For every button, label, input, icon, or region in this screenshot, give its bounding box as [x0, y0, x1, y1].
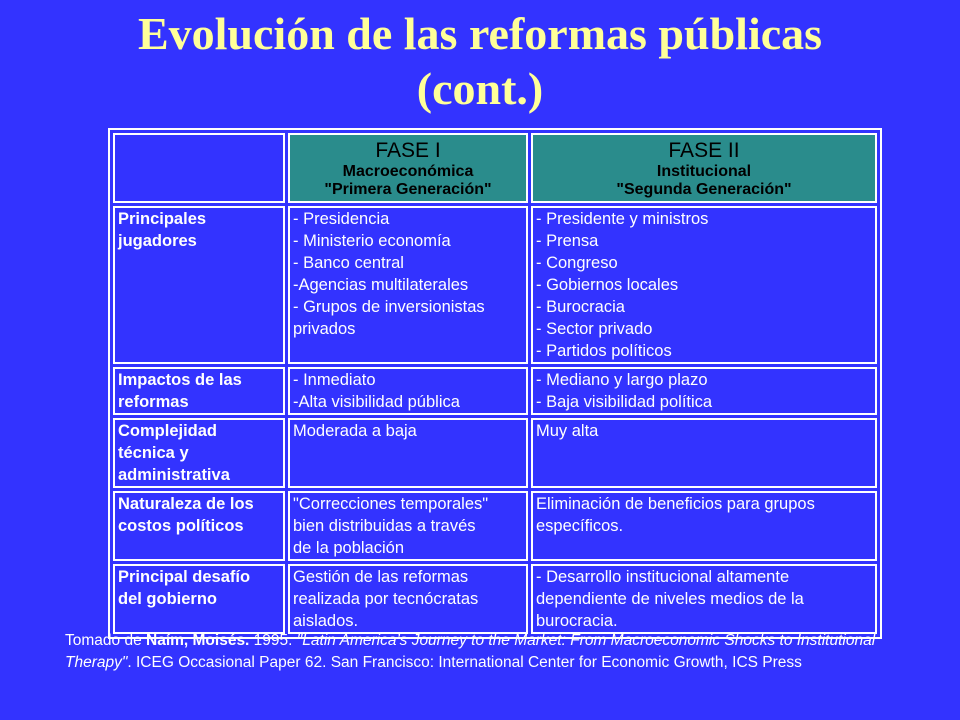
row-label-impacts: Impactos de las reformas — [113, 367, 285, 415]
table-row — [113, 206, 877, 364]
citation-author: Naím, Moisés. — [146, 632, 250, 649]
title-line-2: (cont.) — [416, 63, 544, 114]
row-label-challenge: Principal desafío del gobierno — [113, 564, 285, 634]
impacts-phase-1: - Inmediato -Alta visibilidad pública — [288, 367, 528, 415]
row-label-costs: Naturaleza de los costos políticos — [113, 491, 285, 561]
header-row — [113, 133, 877, 203]
challenge-phase-2: - Desarrollo institucional altamente dependiente de niveles medios de la burocracia. — [531, 564, 877, 634]
phase-1-generation: "Primera Generación" — [324, 181, 492, 198]
citation-year: 1995. — [249, 632, 297, 649]
table-row — [113, 491, 877, 561]
row-label-complexity: Complejidad técnica y administrativa — [113, 418, 285, 488]
header-phase-2 — [531, 133, 877, 203]
phase-2-title: FASE II — [668, 139, 740, 162]
header-corner-cell — [113, 133, 285, 203]
phase-1-subtitle: Macroeconómica — [342, 163, 474, 180]
table-row — [113, 564, 877, 634]
title-line-1: Evolución de las reformas públicas — [137, 8, 823, 59]
phase-1-title: FASE I — [375, 139, 441, 162]
costs-phase-2: Eliminación de beneficios para grupos específicos. — [531, 491, 877, 561]
phase-2-generation: "Segunda Generación" — [616, 181, 792, 198]
costs-phase-1: "Correcciones temporales" bien distribuidas a través de la población — [288, 491, 528, 561]
page-title — [0, 6, 960, 116]
header-phase-1 — [288, 133, 528, 203]
complexity-phase-1: Moderada a baja — [288, 418, 528, 488]
players-phase-2: - Presidente y ministros - Prensa - Congreso - Gobiernos locales - Burocracia - Sector privado - Partidos políticos — [531, 206, 877, 364]
phase-2-subtitle: Institucional — [656, 163, 752, 180]
source-citation — [65, 630, 945, 674]
complexity-phase-2: Muy alta — [531, 418, 877, 488]
challenge-phase-1: Gestión de las reformas realizada por tecnócratas aislados. — [288, 564, 528, 634]
impacts-phase-2: - Mediano y largo plazo - Baja visibilidad política — [531, 367, 877, 415]
table-row — [113, 418, 877, 488]
reforms-table — [108, 128, 882, 639]
players-phase-1: - Presidencia - Ministerio economía - Banco central -Agencias multilaterales - Grupos de inversionistas privados — [288, 206, 528, 364]
row-label-players: Principales jugadores — [113, 206, 285, 364]
citation-publisher: . ICEG Occasional Paper 62. San Francisco: International Center for Economic Growth, ICS Press — [127, 654, 802, 671]
citation-title: "Latin America’s Journey to the Market: From Macroeconomic Shocks to Institutional Therapy" — [65, 632, 876, 671]
table-row — [113, 367, 877, 415]
citation-prefix: Tomado de — [65, 632, 146, 649]
